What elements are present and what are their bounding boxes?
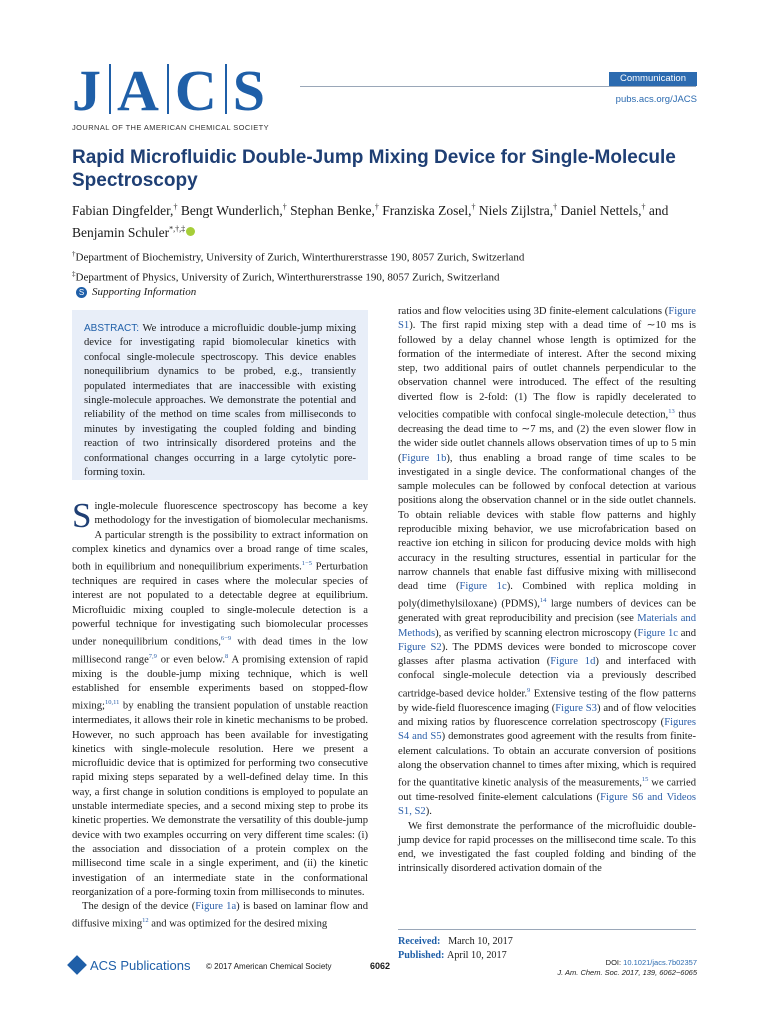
figure-link[interactable]: Figure 1c — [459, 581, 507, 593]
supporting-info-icon: S — [76, 287, 87, 298]
affiliation: †Department of Biochemistry, University of Zurich, Winterthurerstrasse 190, 8057 Zurich, Switzerland — [72, 250, 525, 264]
supporting-info-link[interactable]: S Supporting Information — [76, 286, 196, 298]
author: Daniel Nettels,† — [560, 202, 646, 218]
figure-link[interactable]: Figures S4 and S5 — [398, 716, 696, 743]
author: Franziska Zosel,† — [382, 202, 476, 218]
logo-letter: C — [174, 58, 219, 123]
reference[interactable]: 14 — [539, 597, 547, 605]
reference[interactable]: 1−5 — [301, 560, 312, 568]
figure-link[interactable]: Figure S6 and Videos S1, S2 — [398, 791, 696, 818]
acs-logo-icon — [67, 955, 87, 975]
affiliations — [72, 246, 712, 285]
author: Fabian Dingfelder,† — [72, 202, 178, 218]
author-list — [72, 197, 712, 242]
publication-dates: Received: March 10, 2017 Published: April 10, 2017 — [398, 929, 696, 963]
methods-link[interactable]: Materials and Methods — [398, 613, 697, 639]
drop-cap: S — [72, 496, 92, 535]
published-date: April 10, 2017 — [446, 950, 507, 961]
paragraph: We first demonstrate the performance of the microfluidic double-jump device for rapid processes on the millisecond time scale. To this end, we investigated the fast coupled folding and binding of the intrinsically disordered activation domain of the — [398, 820, 696, 875]
logo-letter: J — [72, 58, 103, 123]
journal-name: JOURNAL OF THE AMERICAN CHEMICAL SOCIETY — [72, 123, 269, 132]
figure-link[interactable]: Figure S2 — [398, 641, 442, 653]
journal-logo — [72, 58, 302, 132]
affiliation: ‡Department of Physics, University of Zurich, Winterthurerstrasse 190, 8057 Zurich, Switzerland — [72, 269, 500, 284]
doi-link[interactable]: 10.1021/jacs.7b02357 — [623, 958, 697, 967]
reference[interactable]: 13 — [668, 408, 675, 416]
reference[interactable]: 7,9 — [148, 653, 157, 661]
paragraph: Single-molecule fluorescence spectroscopy has become a key methodology for the investigation of biomolecular mechanisms. A particular strength is the possibility to extract information on complex kinetics and dynamics over a broad range of time scales, both in equilibrium and nonequilibrium experiments.$^{1-5}$ Perturbation techniques are required in cases where the molecular species of interest are not populated to a detectable degree at equilibrium. Microfluidic mixing coupled to single-molecule detection is a powerful technique for investigating such biomolecular processes under nonequilibrium conditions,$^{6-9}$ with dead times in the low millisecond range$^{7,9}$ or even below.$^8$ A promising extension of rapid mixing is the double-jump mixing technique, which is well established for ensemble experiments based on stopped-flow mixing;$^{10,11}$ by enabling the transient population of unstable reaction intermediates, it allows their role in kinetic mechanisms to be probed. However, no such approach has been available for investigating kinetics with single-molecule resolution. Here we present a microfluidic device that is optimized for performing two consecutive rapid mixing steps separated by a well-defined delay time. In this way, a first change in solution conditions is employed to populate an unstable intermediate species, and a second mixing step to probe its kinetic properties. We demonstrate the versatility of this double-jump device with two examples occurring on very different time scales: (i) the association and dissociation of a protein complex on the millisecond time scale in a single experiment, and (ii) the kinetic investigation of an intermediate state in the conformational reorganization of a pore-forming toxin from milliseconds to minutes. — [72, 496, 369, 898]
figure-link[interactable]: Figure 1a — [195, 901, 237, 913]
author: and Benjamin Schuler*,†,‡ — [72, 202, 669, 240]
figure-link[interactable]: Figure 1d — [550, 656, 596, 668]
reference[interactable]: 12 — [142, 917, 149, 925]
header-rule — [300, 86, 696, 87]
reference[interactable]: 15 — [641, 776, 649, 784]
logo-letter: A — [117, 58, 161, 123]
abstract-box — [72, 310, 368, 480]
figure-link[interactable]: Figure S1 — [398, 306, 696, 332]
orcid-icon[interactable] — [186, 227, 195, 236]
author: Niels Zijlstra,† — [478, 202, 558, 218]
reference[interactable]: 8 — [225, 653, 229, 661]
journal-link[interactable]: pubs.acs.org/JACS — [615, 94, 697, 105]
copyright: © 2017 American Chemical Society — [206, 962, 332, 971]
paragraph: The design of the device (Figure 1a) is based on laminar flow and diffusive mixing$^{12}$ and was optimized for the desired mixing — [72, 901, 368, 930]
figure-link[interactable]: Figure 1c — [637, 627, 678, 639]
received-date: March 10, 2017 — [448, 936, 513, 947]
reference[interactable]: 10,11 — [104, 699, 120, 707]
publisher-logo: ACS Publications — [70, 958, 190, 973]
author: Bengt Wunderlich,† — [180, 202, 287, 218]
author: Stephan Benke,† — [290, 202, 379, 218]
logo-letter: S — [232, 58, 268, 123]
reference[interactable]: 6−9 — [220, 635, 232, 643]
article-title: Rapid Microfluidic Double-Jump Mixing Device for Single-Molecule Spectroscopy — [72, 147, 676, 191]
body-column-right — [398, 305, 696, 877]
figure-link[interactable]: Figure S3 — [555, 702, 597, 714]
reference[interactable]: 9 — [527, 686, 531, 694]
citation: J. Am. Chem. Soc. 2017, 139, 6062−6065 — [557, 968, 697, 977]
article-type-badge: Communication — [609, 72, 697, 86]
abstract-label: ABSTRACT: — [84, 323, 140, 334]
paragraph: ratios and flow velocities using 3D finite-element calculations (Figure S1). The first rapid mixing step with a dead time of ∼10 ms is followed by a delay channel whose length is optimized for the formation of the intermediate of interest. After the second mixing step, two additional pairs of outlet channels perpendicular to the observation channel were introduced. The effect of the resulting diverted flow is 2-fold: (1) The flow is rapidly decelerated to velocities compatible with confocal single-molecule detection,$^{13}$ thus decreasing the dead time to ∼7 ms, and (2) the even slower flow in the wider side outlet channels allows observation times of up to 5 min (Figure 1b), thus enabling a broad range of time scales to be investigated in a single device. The conformational changes of the sample molecules can be followed by confocal detection at various positions along the observation channel or in the side outlet channels. To obtain reliable devices with stable flow patterns and highly reproducible mixing behavior, we use microfabrication based on reactive ion etching in silicon for producing device molds with high accuracy in the resulting structures, essential in particular for the narrow channels that enable fast diffusive mixing with millisecond dead time (Figure 1c). Combined with replica molding in poly(dimethylsiloxane) (PDMS),$^{14}$ large numbers of devices can be generated with great reproducibility and precision (see Materials and Methods), as verified by scanning electron microscopy (Figure 1c and Figure S2). The PDMS devices were bonded to microscope cover glasses after plasma activation (Figure 1d) and interfaced with confocal single-molecule detection via a previously described cartridge-based device holder.$^9$ Extensive testing of the flow patterns by wide-field fluorescence imaging (Figure S3) and of flow velocities and mixing ratios by fluorescence correlation spectroscopy (Figures S4 and S5) demonstrates good agreement with the results from finite-element calculations. To obtain an accurate conversion of positions along the observation channel to times after mixing, which is required for the quantitative kinetic analysis of the measurements,$^{15}$ we carried out time-resolved finite-element calculations (Figure S6 and Videos S1, S2). — [398, 306, 697, 818]
figure-link[interactable]: Figure 1b — [401, 452, 447, 464]
body-column-left — [72, 496, 369, 932]
abstract-text: We introduce a microfluidic double-jump mixing device for investigating rapid biomolecular kinetics with confocal single-molecule spectroscopy. This device enables nonequilibrium dynamics to be probed, e.g., transiently populated intermediates that are inaccessible with existing single-molecule approaches. We demonstrate the potential and reliability of the method on time scales from milliseconds to minutes by investigating the coupled folding and binding reaction of two intrinsically disordered proteins and the conformational changes occurring in a large cytolytic pore-forming toxin. — [84, 323, 356, 479]
doi-citation: DOI: 10.1021/jacs.7b02357 J. Am. Chem. Soc. 2017, 139, 6062−6065 — [557, 958, 697, 977]
page-number: 6062 — [370, 961, 391, 971]
